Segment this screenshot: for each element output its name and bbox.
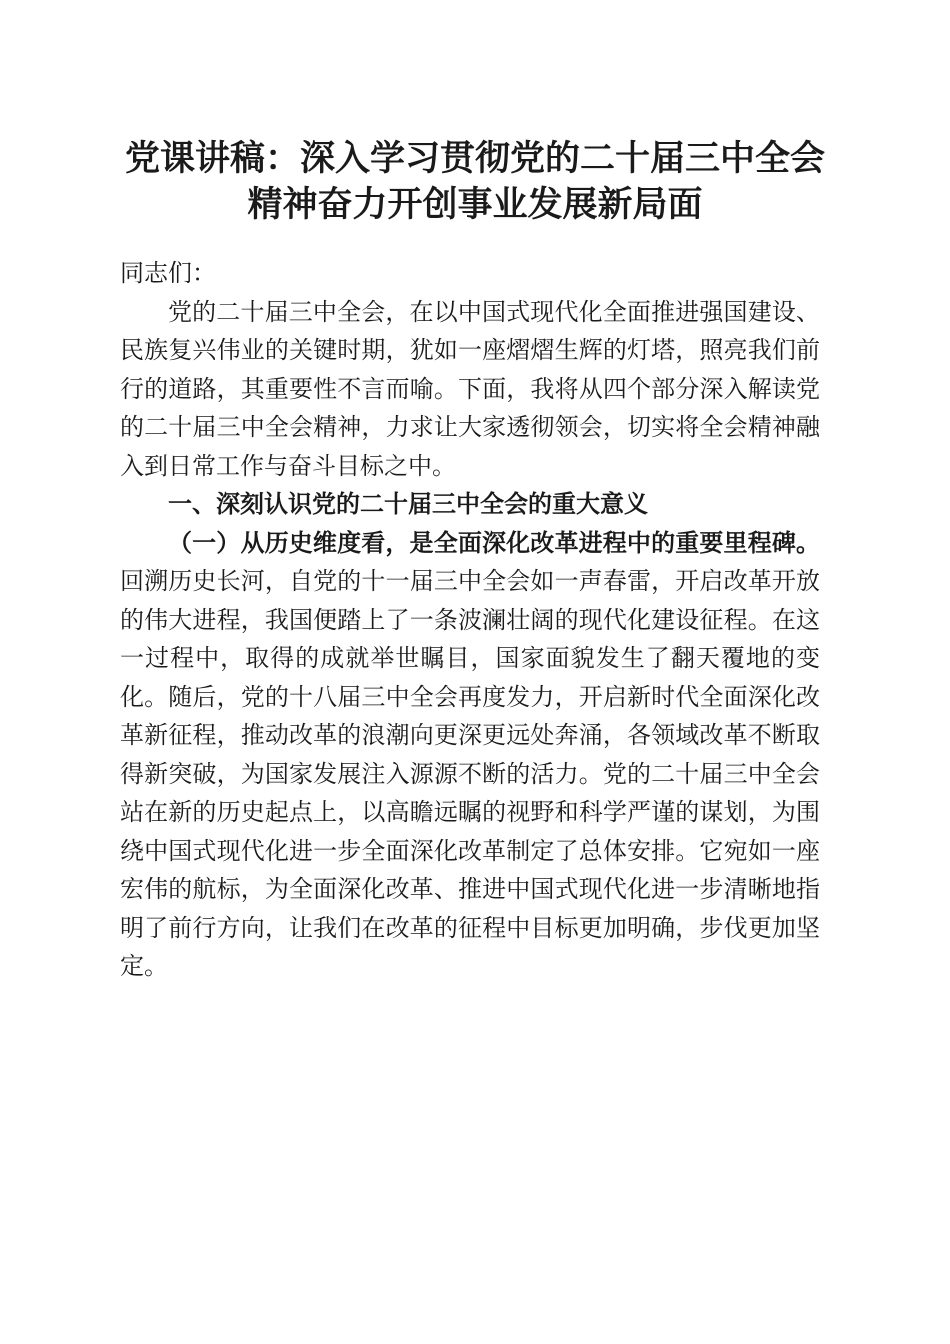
subsection-1-text: 回溯历史长河，自党的十一届三中全会如一声春雷，开启改革开放的伟大进程，我国便踏上了一条波澜壮阔的现代化建设征程。在这一过程中，取得的成就举世瞩目，国家面貌发生了翻天覆地的变化。随后，党的十八届三中全会再度发力，开启新时代全面深化改革新征程，推动改革的浪潮向更深更远处奔涌，各领域改革不断取得新突破，为国家发展注入源源不断的活力。党的二十届三中全会站在新的历史起点上，以高瞻远瞩的视野和科学严谨的谋划，为围绕中国式现代化进一步全面深化改革制定了总体安排。它宛如一座宏伟的航标，为全面深化改革、推进中国式现代化进一步清晰地指明了前行方向，让我们在改革的征程中目标更加明确，步伐更加坚定。 bbox=[120, 567, 820, 980]
subsection-1-heading: （一）从历史维度看，是全面深化改革进程中的重要里程碑。 bbox=[168, 527, 820, 557]
salutation: 同志们： bbox=[120, 259, 216, 287]
document-body bbox=[120, 254, 820, 986]
intro-paragraph: 党的二十届三中全会，在以中国式现代化全面推进强国建设、民族复兴伟业的关键时期，犹如一座熠熠生辉的灯塔，照亮我们前行的道路，其重要性不言而喻。下面，我将从四个部分深入解读党的二十届三中全会精神，力求让大家透彻领会，切实将全会精神融入到日常工作与奋斗目标之中。 bbox=[120, 297, 820, 480]
title-line-2: 精神奋力开创事业发展新局面 bbox=[247, 184, 703, 225]
document-title bbox=[100, 136, 850, 228]
title-line-1: 党课讲稿：深入学习贯彻党的二十届三中全会 bbox=[124, 138, 825, 179]
section-1-heading: 一、深刻认识党的二十届三中全会的重大意义 bbox=[168, 490, 648, 518]
subsection-1-paragraph bbox=[120, 524, 820, 986]
